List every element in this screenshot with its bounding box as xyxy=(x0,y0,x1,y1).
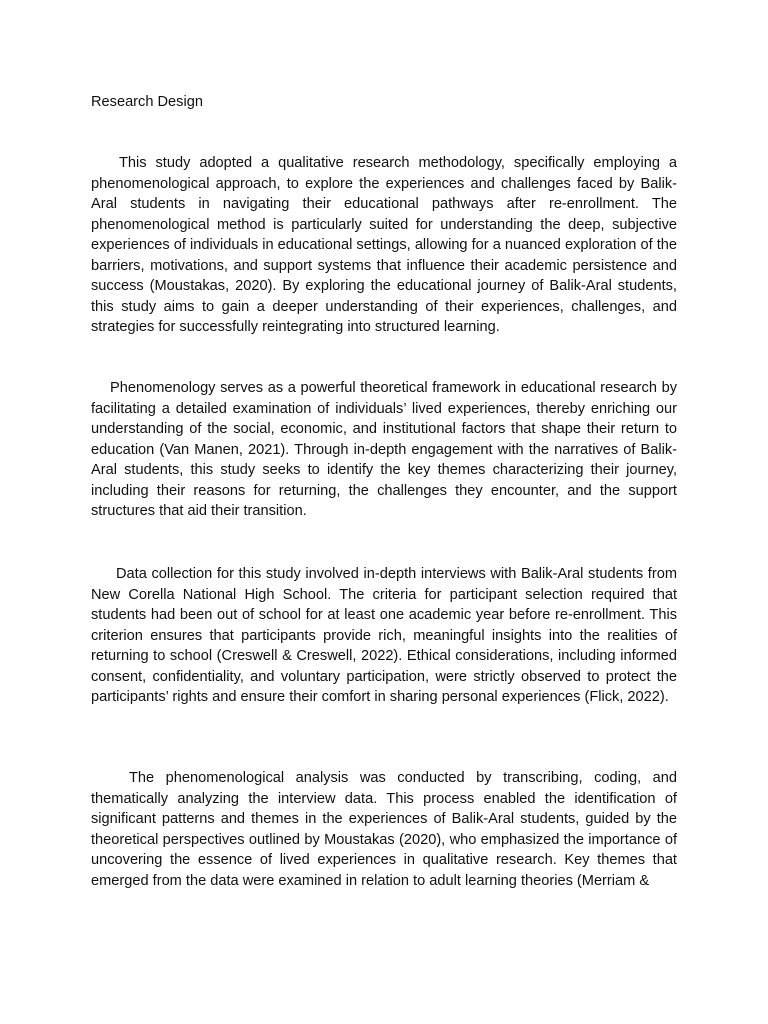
paragraph-phenomenological-analysis: The phenomenological analysis was conducted by transcribing, coding, and thematically analyzing the interview data. This process enabled the identification of significant patterns and themes in the experiences of Balik-Aral students, guided by the theoretical perspectives outlined by Moustakas (2020), who emphasized the importance of uncovering the essence of lived experiences in qualitative research. Key themes that emerged from the data were examined in relation to adult learning theories (Merriam & xyxy=(91,770,677,889)
section-heading: Research Design xyxy=(91,94,203,110)
paragraph-research-methodology: This study adopted a qualitative research methodology, specifically employing a phenomenological approach, to explore the experiences and challenges faced by Balik-Aral students in navigating their educational pathways after re-enrollment. The phenomenological method is particularly suited for understanding the deep, subjective experiences of individuals in educational settings, allowing for a nuanced exploration of the barriers, motivations, and support systems that influence their academic persistence and success (Moustakas, 2020). By exploring the educational journey of Balik-Aral students, this study aims to gain a deeper understanding of their experiences, challenges, and strategies for successfully reintegrating into structured learning. xyxy=(91,155,677,336)
paragraph-phenomenology-framework: Phenomenology serves as a powerful theoretical framework in educational research by facilitating a detailed examination of individuals’ lived experiences, thereby enriching our understanding of the social, economic, and institutional factors that shape their return to education (Van Manen, 2021). Through in-depth engagement with the narratives of Balik-Aral students, this study seeks to identify the key themes characterizing their journey, including their reasons for returning, the challenges they encounter, and the support structures that aid their transition. xyxy=(91,380,677,520)
paragraph-data-collection: Data collection for this study involved in-depth interviews with Balik-Aral students from New Corella National High School. The criteria for participant selection required that students had been out of school for at least one academic year before re-enrollment. This criterion ensures that participants provide rich, meaningful insights into the realities of returning to school (Creswell & Creswell, 2022). Ethical considerations, including informed consent, confidentiality, and voluntary participation, were strictly observed to protect the participants’ rights and ensure their comfort in sharing personal experiences (Flick, 2022). xyxy=(91,566,677,706)
